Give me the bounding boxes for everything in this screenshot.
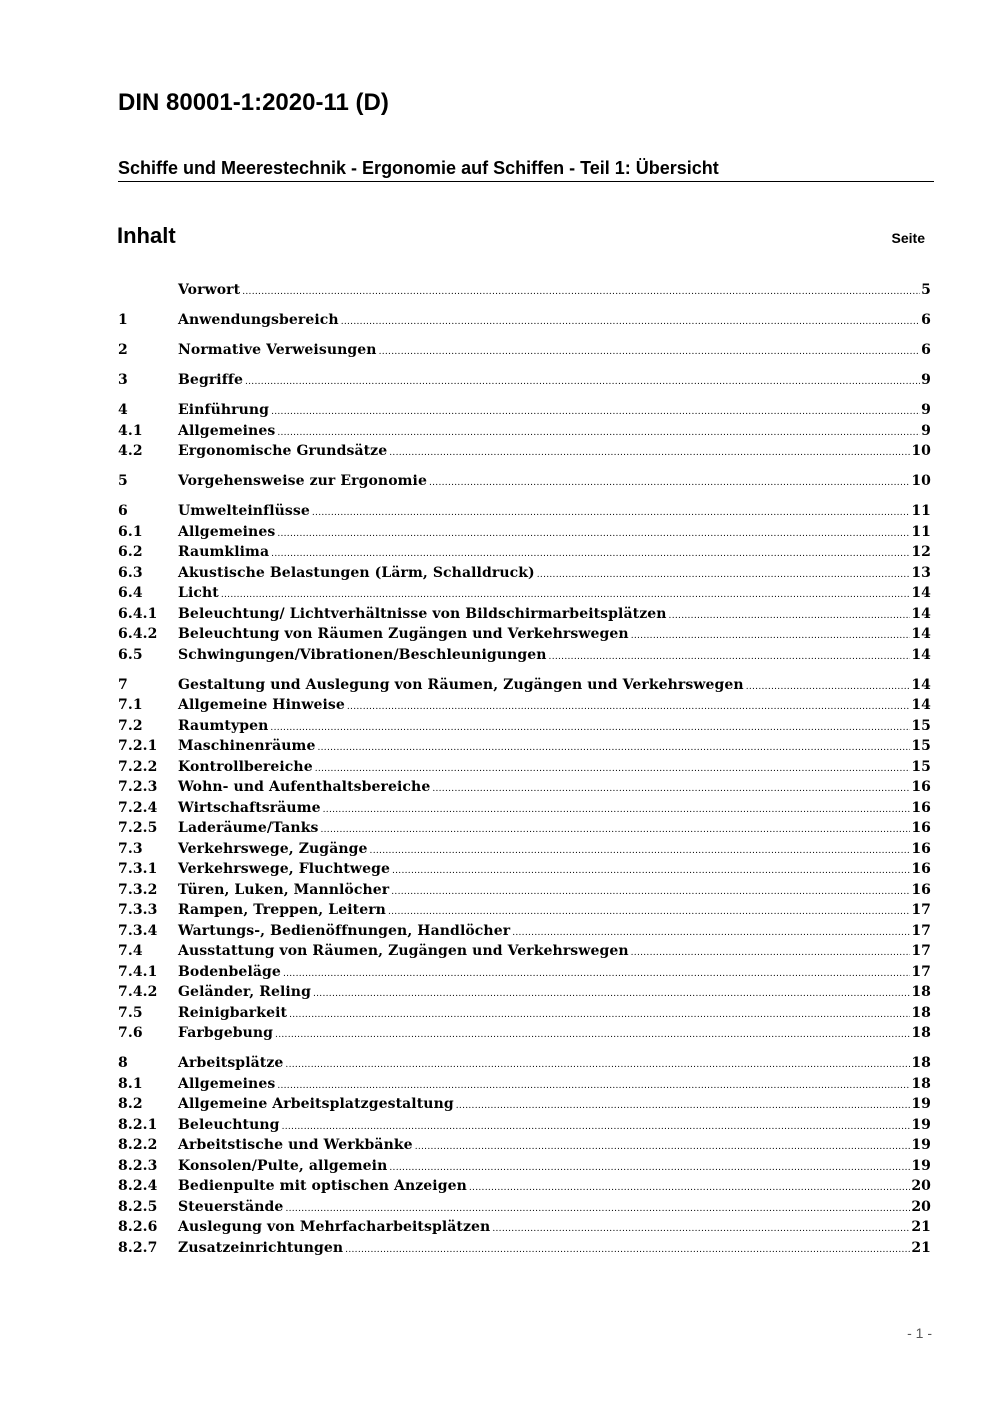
toc-entry-number: 6.3 xyxy=(118,564,143,581)
toc-entry-page: 17 xyxy=(911,963,931,980)
toc-dot-leader xyxy=(389,1156,910,1179)
toc-entry-label: Einführung xyxy=(178,402,270,418)
toc-entry[interactable] xyxy=(118,1197,931,1218)
toc-entry[interactable] xyxy=(118,583,931,604)
toc-entry-page: 21 xyxy=(911,1239,931,1256)
toc-entry-label: Verkehrswege, Zugänge xyxy=(178,840,368,857)
toc-entry[interactable] xyxy=(118,716,931,737)
toc-entry[interactable] xyxy=(118,1135,931,1156)
toc-entry-label: Beleuchtung von Räumen Zugängen und Verkehrswegen xyxy=(178,626,629,642)
toc-dot-leader xyxy=(415,1135,911,1158)
toc-dot-leader xyxy=(270,716,910,739)
toc-dot-leader xyxy=(512,921,910,944)
toc-dot-leader xyxy=(391,880,910,903)
toc-dot-leader xyxy=(277,522,910,545)
toc-dot-leader xyxy=(245,370,920,393)
toc-entry-number: 8.2.1 xyxy=(118,1116,158,1133)
toc-dot-leader xyxy=(320,818,910,841)
toc-dot-leader xyxy=(221,583,910,606)
toc-entry-number: 6.5 xyxy=(118,646,143,663)
toc-entry-label: Arbeitstische und Werkbänke xyxy=(178,1137,413,1153)
toc-entry-page: 10 xyxy=(911,443,931,459)
toc-entry-number: 7 xyxy=(118,676,128,693)
toc-entry[interactable] xyxy=(118,563,931,584)
toc-entry-page: 17 xyxy=(911,922,931,939)
toc-entry-number: 7.5 xyxy=(118,1004,143,1021)
toc-entry-label: Zusatzeinrichtungen xyxy=(178,1239,344,1256)
toc-dot-leader xyxy=(242,280,920,303)
toc-entry-page: 13 xyxy=(911,564,931,581)
toc-dot-leader xyxy=(746,675,911,698)
toc-entry-number: 7.2.5 xyxy=(118,820,158,836)
toc-entry[interactable] xyxy=(118,1156,931,1177)
toc-dot-leader xyxy=(456,1094,911,1117)
toc-entry-page: 20 xyxy=(911,1198,931,1215)
toc-entry-number: 7.4.2 xyxy=(118,984,158,1000)
toc-entry[interactable] xyxy=(118,859,931,880)
toc-entry-page: 10 xyxy=(911,473,931,489)
toc-entry-number: 8.2.4 xyxy=(118,1178,158,1194)
toc-entry-page: 9 xyxy=(921,402,931,418)
toc-entry[interactable] xyxy=(118,818,931,839)
toc-entry-page: 15 xyxy=(911,758,931,775)
toc-entry-number: 7.4 xyxy=(118,943,143,959)
toc-dot-leader xyxy=(275,1023,910,1046)
toc-entry[interactable] xyxy=(118,900,931,921)
toc-dot-leader xyxy=(271,400,920,423)
toc-dot-leader xyxy=(277,1074,910,1097)
toc-entry[interactable] xyxy=(118,310,931,331)
toc-entry-label: Geländer, Reling xyxy=(178,984,311,1000)
toc-entry[interactable] xyxy=(118,1115,931,1136)
toc-entry-number: 3 xyxy=(118,372,128,388)
toc-entry[interactable] xyxy=(118,441,931,462)
toc-entry-label: Vorgehensweise zur Ergonomie xyxy=(178,473,427,489)
toc-dot-leader xyxy=(549,645,911,668)
toc-entry-number: 6 xyxy=(118,503,128,519)
toc-dot-leader xyxy=(370,839,911,862)
toc-entry-number: 8.2.5 xyxy=(118,1198,158,1215)
toc-entry[interactable] xyxy=(118,604,931,625)
toc-entry-number: 4.1 xyxy=(118,422,143,439)
toc-entry[interactable] xyxy=(118,1003,931,1024)
toc-entry[interactable] xyxy=(118,421,931,442)
toc-entry-page: 9 xyxy=(921,372,931,388)
toc-entry-label: Ausstattung von Räumen, Zugängen und Verkehrswegen xyxy=(178,943,629,959)
toc-dot-leader xyxy=(469,1176,910,1199)
toc-entry-label: Konsolen/Pulte, allgemein xyxy=(178,1157,388,1174)
toc-dot-leader xyxy=(347,695,910,718)
toc-entry-page: 19 xyxy=(911,1096,931,1112)
toc-dot-leader xyxy=(289,1003,910,1026)
toc-dot-leader xyxy=(432,777,910,800)
toc-dot-leader xyxy=(285,1197,910,1220)
table-of-contents xyxy=(118,280,931,1258)
toc-dot-leader xyxy=(315,757,911,780)
toc-entry-label: Ergonomische Grundsätze xyxy=(178,443,388,459)
toc-entry[interactable] xyxy=(118,736,931,757)
toc-dot-leader xyxy=(631,941,911,964)
toc-entry-label: Allgemeines xyxy=(178,523,276,540)
toc-entry-page: 18 xyxy=(911,984,931,1000)
toc-entry-number: 7.3.4 xyxy=(118,922,158,939)
toc-entry-number: 7.3.2 xyxy=(118,881,158,898)
toc-entry-page: 14 xyxy=(911,676,931,693)
toc-entry-label: Licht xyxy=(178,585,219,601)
toc-entry-page: 14 xyxy=(911,626,931,642)
toc-entry-page: 18 xyxy=(911,1075,931,1092)
toc-entry-number: 7.3 xyxy=(118,840,143,857)
toc-dot-leader xyxy=(282,1115,911,1138)
toc-entry-label: Begriffe xyxy=(178,372,243,388)
toc-entry[interactable] xyxy=(118,1053,931,1074)
toc-entry-number: 7.2.2 xyxy=(118,758,158,775)
toc-dot-leader xyxy=(345,1238,910,1261)
toc-entry[interactable] xyxy=(118,675,931,696)
toc-entry-label: Beleuchtung xyxy=(178,1116,280,1133)
toc-entry[interactable] xyxy=(118,757,931,778)
toc-entry-label: Beleuchtung/ Lichtverhältnisse von Bildschirmarbeitsplätzen xyxy=(178,605,667,622)
toc-dot-leader xyxy=(631,624,911,647)
toc-entry-label: Akustische Belastungen (Lärm, Schalldruck) xyxy=(178,564,535,581)
toc-entry[interactable] xyxy=(118,370,931,391)
toc-entry[interactable] xyxy=(118,921,931,942)
toc-entry[interactable] xyxy=(118,340,931,361)
toc-entry-number: 7.4.1 xyxy=(118,963,158,980)
toc-entry-page: 14 xyxy=(911,646,931,663)
toc-entry-number: 6.4.2 xyxy=(118,626,158,642)
toc-entry-page: 14 xyxy=(911,605,931,622)
toc-entry-number: 7.2 xyxy=(118,717,143,734)
toc-dot-leader xyxy=(392,859,910,882)
toc-entry-label: Farbgebung xyxy=(178,1025,274,1041)
toc-entry-number: 8.2.6 xyxy=(118,1219,158,1235)
toc-entry-number: 7.2.4 xyxy=(118,799,158,816)
toc-entry-number: 4 xyxy=(118,402,128,418)
toc-dot-leader xyxy=(429,471,910,494)
toc-entry-page: 20 xyxy=(911,1178,931,1194)
toc-entry-number: 6.1 xyxy=(118,523,143,540)
toc-entry-page: 16 xyxy=(911,840,931,857)
toc-entry-number: 6.4.1 xyxy=(118,605,158,622)
toc-entry-number: 8.2.2 xyxy=(118,1137,158,1153)
toc-entry[interactable] xyxy=(118,542,931,563)
toc-entry-label: Bedienpulte mit optischen Anzeigen xyxy=(178,1178,467,1194)
toc-entry-page: 19 xyxy=(911,1137,931,1153)
toc-entry[interactable] xyxy=(118,839,931,860)
page-column-label: Seite xyxy=(891,230,925,246)
toc-entry-label: Maschinenräume xyxy=(178,738,316,754)
toc-entry-page: 19 xyxy=(911,1157,931,1174)
toc-entry-label: Verkehrswege, Fluchtwege xyxy=(178,861,390,877)
toc-entry[interactable] xyxy=(118,1094,931,1115)
toc-dot-leader xyxy=(313,982,910,1005)
document-title: Schiffe und Meerestechnik - Ergonomie auf Schiffen - Teil 1: Übersicht xyxy=(118,157,934,182)
toc-entry-label: Auslegung von Mehrfacharbeitsplätzen xyxy=(178,1219,491,1235)
toc-dot-leader xyxy=(669,604,911,627)
toc-entry[interactable] xyxy=(118,501,931,522)
toc-entry-number: 6.4 xyxy=(118,585,143,601)
toc-entry-page: 17 xyxy=(911,902,931,918)
toc-entry-label: Allgemeines xyxy=(178,422,276,439)
toc-entry[interactable] xyxy=(118,962,931,983)
toc-entry-number: 8 xyxy=(118,1055,128,1071)
toc-entry-number: 8.2 xyxy=(118,1096,143,1112)
toc-entry-label: Kontrollbereiche xyxy=(178,758,313,775)
toc-entry[interactable] xyxy=(118,1074,931,1095)
toc-entry-number: 5 xyxy=(118,473,128,489)
toc-entry[interactable] xyxy=(118,624,931,645)
toc-entry-page: 14 xyxy=(911,697,931,713)
toc-entry[interactable] xyxy=(118,645,931,666)
toc-dot-leader xyxy=(271,542,910,565)
toc-entry[interactable] xyxy=(118,400,931,421)
page-number-footer: - 1 - xyxy=(907,1325,932,1341)
toc-entry-number: 7.3.3 xyxy=(118,902,158,918)
toc-entry-page: 18 xyxy=(911,1055,931,1071)
toc-entry-number: 6.2 xyxy=(118,544,143,560)
toc-entry-page: 18 xyxy=(911,1025,931,1041)
toc-entry-number: 7.3.1 xyxy=(118,861,158,877)
toc-dot-leader xyxy=(285,1053,910,1076)
toc-entry-label: Allgemeine Hinweise xyxy=(178,697,345,713)
toc-entry-label: Wartungs-, Bedienöffnungen, Handlöcher xyxy=(178,922,511,939)
toc-entry-number: 7.6 xyxy=(118,1025,143,1041)
toc-entry-label: Laderäume/Tanks xyxy=(178,820,319,836)
toc-entry-page: 6 xyxy=(921,312,931,328)
toc-dot-leader xyxy=(323,798,911,821)
toc-entry-page: 16 xyxy=(911,881,931,898)
document-id: DIN 80001-1:2020-11 (D) xyxy=(118,89,389,116)
toc-entry-page: 19 xyxy=(911,1116,931,1133)
toc-entry-page: 16 xyxy=(911,820,931,836)
toc-entry-label: Steuerstände xyxy=(178,1198,284,1215)
toc-entry-page: 11 xyxy=(911,523,931,540)
toc-entry-label: Raumklima xyxy=(178,544,270,560)
toc-entry-page: 14 xyxy=(911,585,931,601)
toc-entry[interactable] xyxy=(118,798,931,819)
toc-dot-leader xyxy=(312,501,910,524)
toc-dot-leader xyxy=(277,421,920,444)
toc-entry[interactable] xyxy=(118,522,931,543)
toc-entry-number: 8.2.7 xyxy=(118,1239,158,1256)
toc-entry-page: 9 xyxy=(921,422,931,439)
toc-entry-page: 5 xyxy=(921,282,931,298)
toc-entry-page: 6 xyxy=(921,342,931,358)
toc-entry[interactable] xyxy=(118,280,931,301)
toc-entry[interactable] xyxy=(118,1176,931,1197)
toc-entry-label: Gestaltung und Auslegung von Räumen, Zugängen und Verkehrswegen xyxy=(178,676,744,693)
toc-entry-label: Bodenbeläge xyxy=(178,963,281,980)
toc-dot-leader xyxy=(379,340,921,363)
toc-entry-label: Normative Verweisungen xyxy=(178,342,377,358)
toc-dot-leader xyxy=(492,1217,910,1240)
toc-entry[interactable] xyxy=(118,777,931,798)
toc-entry-label: Rampen, Treppen, Leitern xyxy=(178,902,386,918)
toc-entry-label: Arbeitsplätze xyxy=(178,1055,284,1071)
toc-entry-page: 12 xyxy=(911,544,931,560)
toc-dot-leader xyxy=(388,900,910,923)
toc-heading: Inhalt xyxy=(117,223,176,248)
toc-entry[interactable] xyxy=(118,880,931,901)
toc-dot-leader xyxy=(317,736,910,759)
toc-entry-label: Raumtypen xyxy=(178,717,269,734)
toc-entry-number: 7.2.3 xyxy=(118,779,158,795)
toc-entry-number: 1 xyxy=(118,312,128,328)
toc-entry[interactable] xyxy=(118,471,931,492)
toc-entry-label: Türen, Luken, Mannlöcher xyxy=(178,881,390,898)
toc-entry-page: 18 xyxy=(911,1004,931,1021)
toc-entry-label: Schwingungen/Vibrationen/Beschleunigungen xyxy=(178,646,547,663)
toc-entry-page: 15 xyxy=(911,717,931,734)
toc-entry-number: 8.2.3 xyxy=(118,1157,158,1174)
toc-dot-leader xyxy=(537,563,911,586)
toc-entry-page: 16 xyxy=(911,799,931,816)
toc-entry-number: 8.1 xyxy=(118,1075,143,1092)
toc-entry[interactable] xyxy=(118,1023,931,1044)
toc-entry-page: 11 xyxy=(911,503,931,519)
toc-dot-leader xyxy=(283,962,910,985)
toc-entry-label: Wohn- und Aufenthaltsbereiche xyxy=(178,779,431,795)
toc-entry[interactable] xyxy=(118,941,931,962)
toc-entry-page: 16 xyxy=(911,861,931,877)
toc-entry-number: 7.2.1 xyxy=(118,738,158,754)
toc-dot-leader xyxy=(389,441,910,464)
toc-dot-leader xyxy=(341,310,920,333)
toc-entry-number: 4.2 xyxy=(118,443,143,459)
toc-entry-label: Allgemeines xyxy=(178,1075,276,1092)
toc-entry-page: 17 xyxy=(911,943,931,959)
toc-entry[interactable] xyxy=(118,982,931,1003)
toc-entry[interactable] xyxy=(118,695,931,716)
toc-entry[interactable] xyxy=(118,1217,931,1238)
toc-entry-label: Anwendungsbereich xyxy=(178,312,339,328)
toc-entry-page: 21 xyxy=(911,1219,931,1235)
toc-entry-number: 7.1 xyxy=(118,697,143,713)
toc-entry-label: Vorwort xyxy=(178,282,241,298)
toc-entry-page: 16 xyxy=(911,779,931,795)
toc-entry[interactable] xyxy=(118,1238,931,1259)
toc-entry-number: 2 xyxy=(118,342,128,358)
toc-entry-page: 15 xyxy=(911,738,931,754)
toc-entry-label: Umwelteinflüsse xyxy=(178,503,310,519)
toc-entry-label: Allgemeine Arbeitsplatzgestaltung xyxy=(178,1096,454,1112)
toc-entry-label: Wirtschaftsräume xyxy=(178,799,321,816)
toc-entry-label: Reinigbarkeit xyxy=(178,1004,288,1021)
